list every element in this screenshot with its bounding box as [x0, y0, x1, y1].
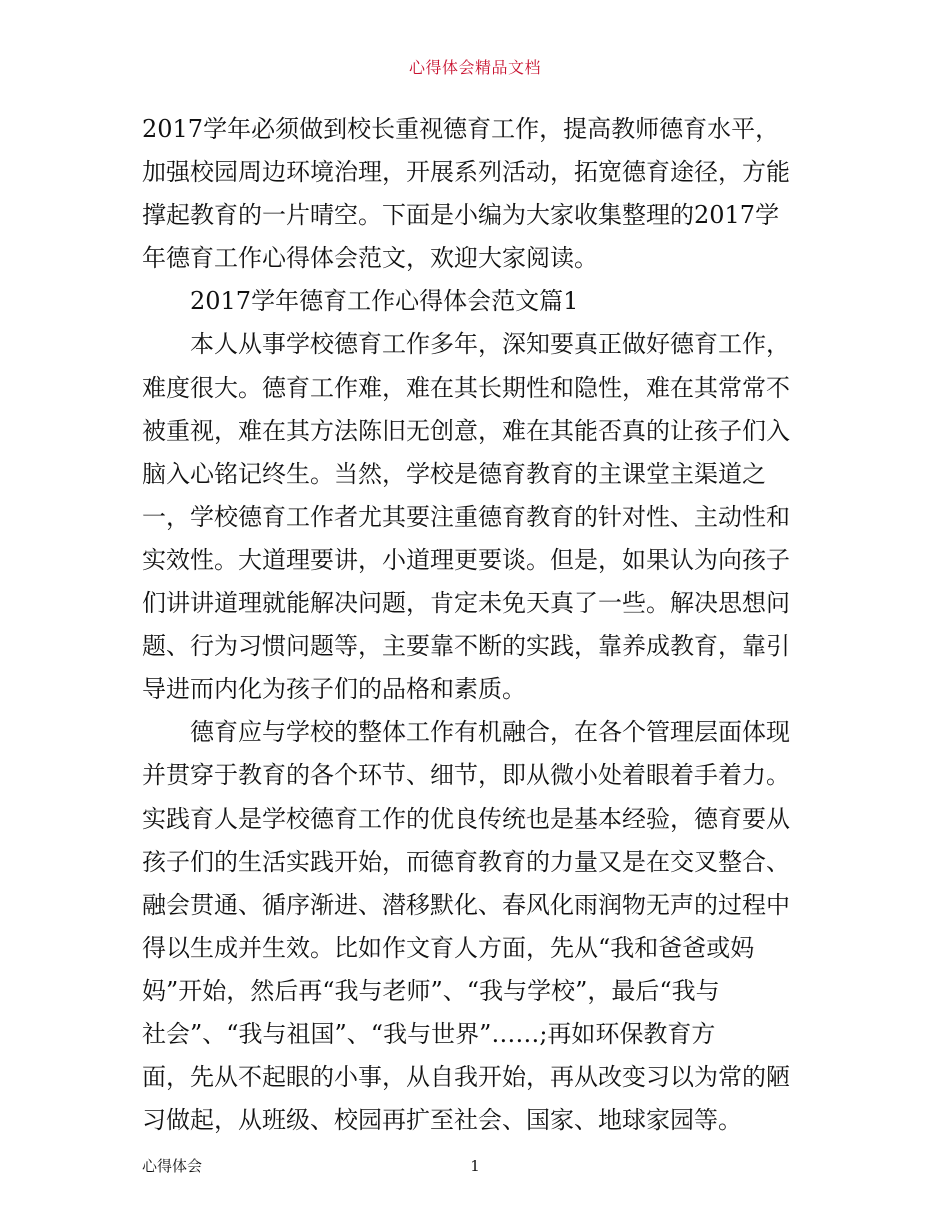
text-line: 年德育工作心得体会范文，欢迎大家阅读。: [142, 244, 598, 273]
footer-label: 心得体会: [142, 1157, 203, 1175]
page-header: 心得体会精品文档: [408, 58, 541, 77]
text-line: 面，先从不起眼的小事，从自我开始，再从改变习以为常的陋: [142, 1063, 790, 1092]
text-line: 并贯穿于教育的各个环节、细节，即从微小处着眼着手着力。: [142, 761, 790, 790]
text-line: 撑起教育的一片晴空。下面是小编为大家收集整理的2017学: [142, 201, 780, 230]
text-line: 本人从事学校德育工作多年，深知要真正做好德育工作，: [190, 330, 790, 359]
text-line: 脑入心铭记终生。当然，学校是德育教育的主课堂主渠道之: [142, 459, 766, 488]
text-line: 德育应与学校的整体工作有机融合，在各个管理层面体现: [190, 718, 790, 747]
text-line: 被重视，难在其方法陈旧无创意，难在其能否真的让孩子们入: [142, 416, 790, 445]
text-line: 妈”开始，然后再“我与老师”、“我与学校”，最后“我与: [142, 976, 720, 1005]
text-line: 实践育人是学校德育工作的优良传统也是基本经验，德育要从: [142, 804, 790, 833]
text-line: 社会”、“我与祖国”、“我与世界”……;再如环保教育方: [142, 1019, 716, 1048]
text-line: 2017学年必须做到校长重视德育工作，提高教师德育水平，: [142, 115, 780, 143]
text-line: 习做起，从班级、校园再扩至社会、国家、地球家园等。: [142, 1106, 742, 1135]
text-line: 导进而内化为孩子们的品格和素质。: [142, 675, 526, 704]
text-line: 加强校园周边环境治理，开展系列活动，拓宽德育途径，方能: [142, 158, 790, 187]
text-line: 融会贯通、循序渐进、潜移默化、春风化雨润物无声的过程中: [142, 890, 790, 919]
text-line: 们讲讲道理就能解决问题，肯定未免天真了一些。解决思想问: [142, 589, 790, 618]
text-line: 得以生成并生效。比如作文育人方面，先从“我和爸爸或妈: [142, 933, 755, 962]
text-line: 难度很大。德育工作难，难在其长期性和隐性，难在其常常不: [142, 373, 790, 402]
body-text: [142, 108, 814, 1142]
text-line: 孩子们的生活实践开始，而德育教育的力量又是在交叉整合、: [142, 847, 790, 876]
text-line: 一，学校德育工作者尤其要注重德育教育的针对性、主动性和: [142, 502, 790, 531]
text-line: 题、行为习惯问题等，主要靠不断的实践，靠养成教育，靠引: [142, 632, 790, 661]
text-line: 实效性。大道理要讲，小道理更要谈。但是，如果认为向孩子: [142, 545, 790, 574]
page-number: 1: [470, 1157, 480, 1175]
section-heading: 2017学年德育工作心得体会范文篇1: [190, 287, 579, 316]
